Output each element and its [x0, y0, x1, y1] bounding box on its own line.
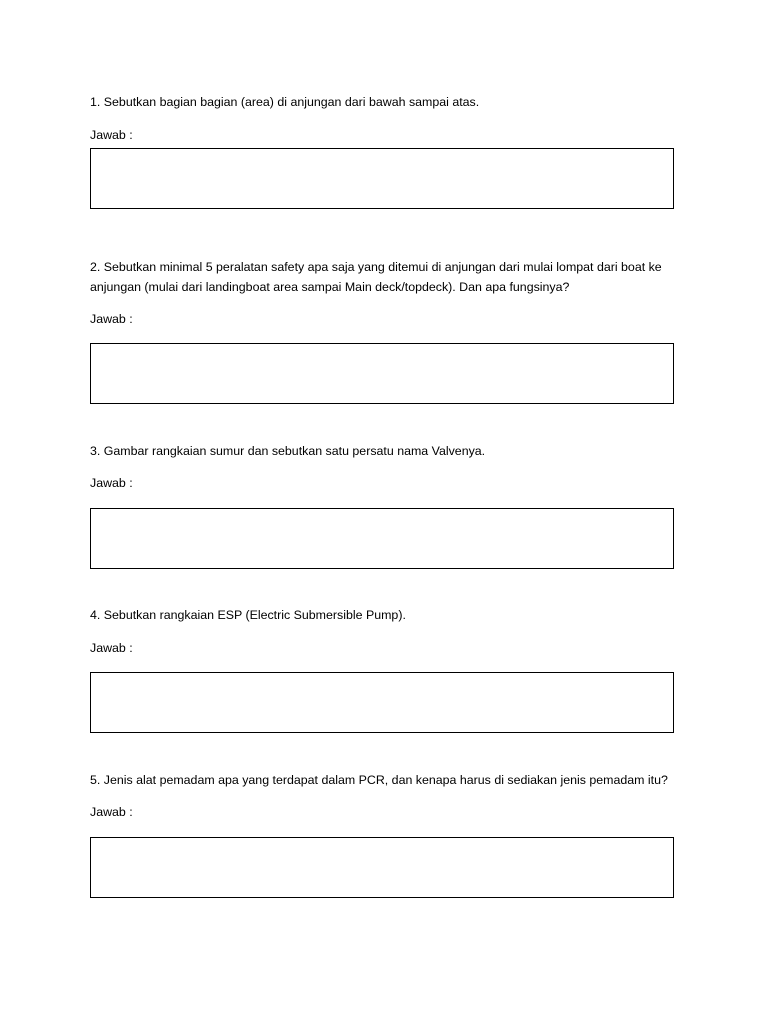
question-3-text: 3. Gambar rangkaian sumur dan sebutkan satu persatu nama Valvenya. [90, 444, 486, 458]
question-5-answer-box[interactable] [90, 837, 674, 898]
question-2-answer-box[interactable] [90, 343, 674, 404]
question-2-answer-label: Jawab : [90, 312, 133, 326]
question-1-text: 1. Sebutkan bagian bagian (area) di anjungan dari bawah sampai atas. [90, 95, 480, 109]
question-4-answer-label: Jawab : [90, 641, 133, 655]
question-5-answer-label: Jawab : [90, 805, 133, 819]
question-3-answer-label: Jawab : [90, 476, 133, 490]
question-1-answer-box[interactable] [90, 148, 674, 209]
question-5-text: 5. Jenis alat pemadam apa yang terdapat dalam PCR, dan kenapa harus di sediakan jenis pemadam itu? [90, 773, 668, 787]
question-4-text: 4. Sebutkan rangkaian ESP (Electric Submersible Pump). [90, 608, 406, 622]
question-1-answer-label: Jawab : [90, 128, 133, 142]
question-2-text: 2. Sebutkan minimal 5 peralatan safety apa saja yang ditemui di anjungan dari mulai lompat dari boat ke anjungan (mulai dari landingboat area sampai Main deck/topdeck). Dan apa fungsinya? [90, 260, 662, 294]
question-4-answer-box[interactable] [90, 672, 674, 733]
question-3-answer-box[interactable] [90, 508, 674, 569]
